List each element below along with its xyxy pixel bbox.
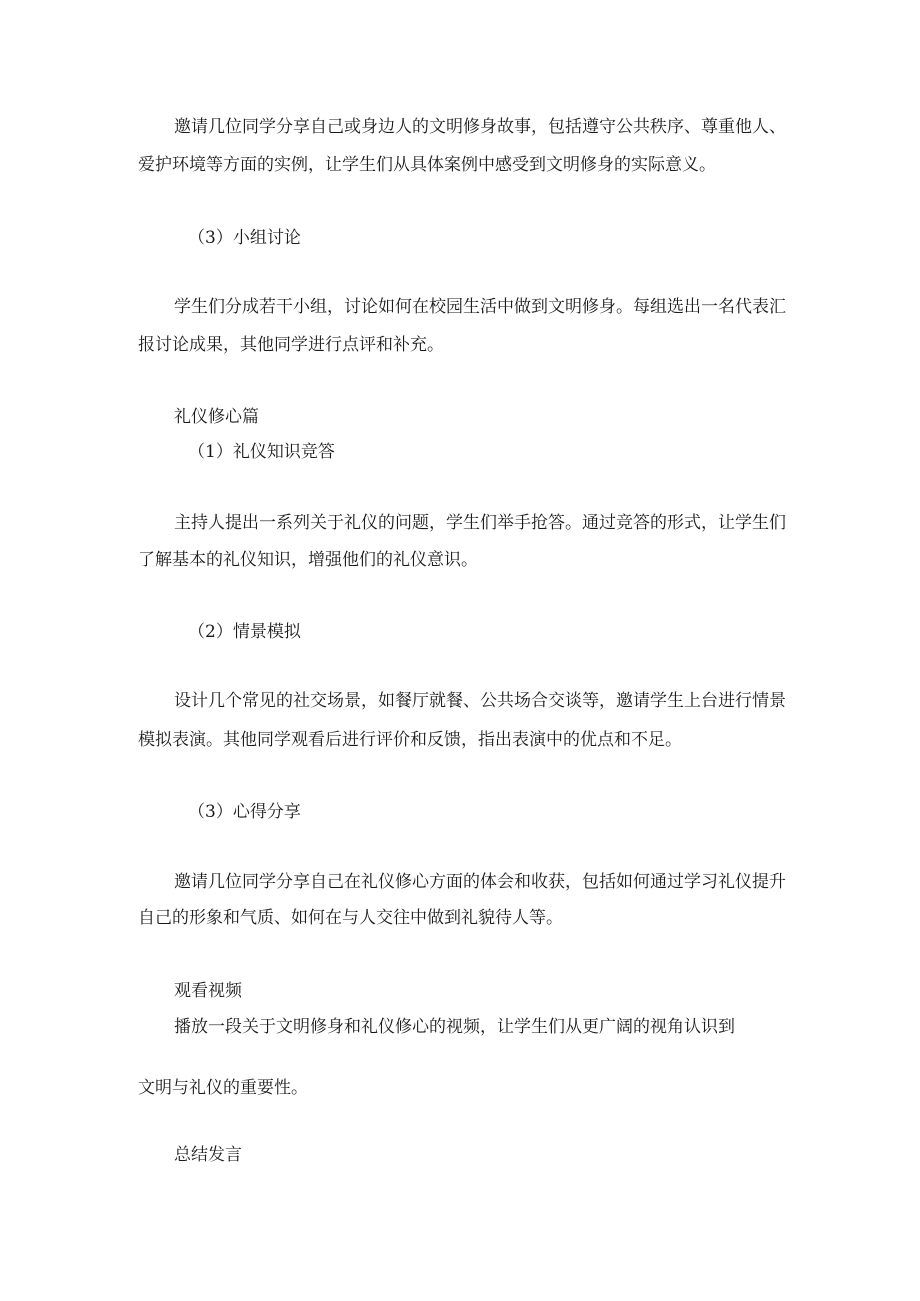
paragraph-line: 学生们分成若干小组，讨论如何在校园生活中做到文明修身。每组选出一名代表汇 bbox=[174, 297, 786, 317]
section-heading: 礼仪修心篇 bbox=[174, 407, 259, 427]
paragraph-line: 文明与礼仪的重要性。 bbox=[138, 1078, 308, 1098]
subheading: （3）心得分享 bbox=[188, 802, 301, 822]
section-heading: 总结发言 bbox=[174, 1145, 242, 1165]
paragraph-line: 播放一段关于文明修身和礼仪修心的视频，让学生们从更广阔的视角认识到 bbox=[174, 1017, 735, 1037]
section-heading: 观看视频 bbox=[174, 981, 242, 1001]
paragraph-line: 自己的形象和气质、如何在与人交往中做到礼貌待人等。 bbox=[138, 908, 563, 928]
paragraph-line: 主持人提出一系列关于礼仪的问题，学生们举手抢答。通过竞答的形式，让学生们 bbox=[174, 513, 786, 533]
paragraph-line: 报讨论成果，其他同学进行点评和补充。 bbox=[138, 335, 444, 355]
paragraph-line: 爱护环境等方面的实例，让学生们从具体案例中感受到文明修身的实际意义。 bbox=[138, 155, 716, 175]
paragraph-line: 模拟表演。其他同学观看后进行评价和反馈，指出表演中的优点和不足。 bbox=[138, 730, 682, 750]
subheading: （3）小组讨论 bbox=[188, 228, 301, 248]
paragraph-line: 邀请几位同学分享自己在礼仪修心方面的体会和收获，包括如何通过学习礼仪提升 bbox=[174, 872, 786, 892]
paragraph-line: 邀请几位同学分享自己或身边人的文明修身故事，包括遵守公共秩序、尊重他人、 bbox=[174, 117, 786, 137]
subheading: （2）情景模拟 bbox=[188, 622, 301, 642]
paragraph-line: 设计几个常见的社交场景，如餐厅就餐、公共场合交谈等，邀请学生上台进行情景 bbox=[174, 691, 786, 711]
paragraph-line: 了解基本的礼仪知识，增强他们的礼仪意识。 bbox=[138, 550, 478, 570]
subheading: （1）礼仪知识竞答 bbox=[188, 442, 335, 462]
